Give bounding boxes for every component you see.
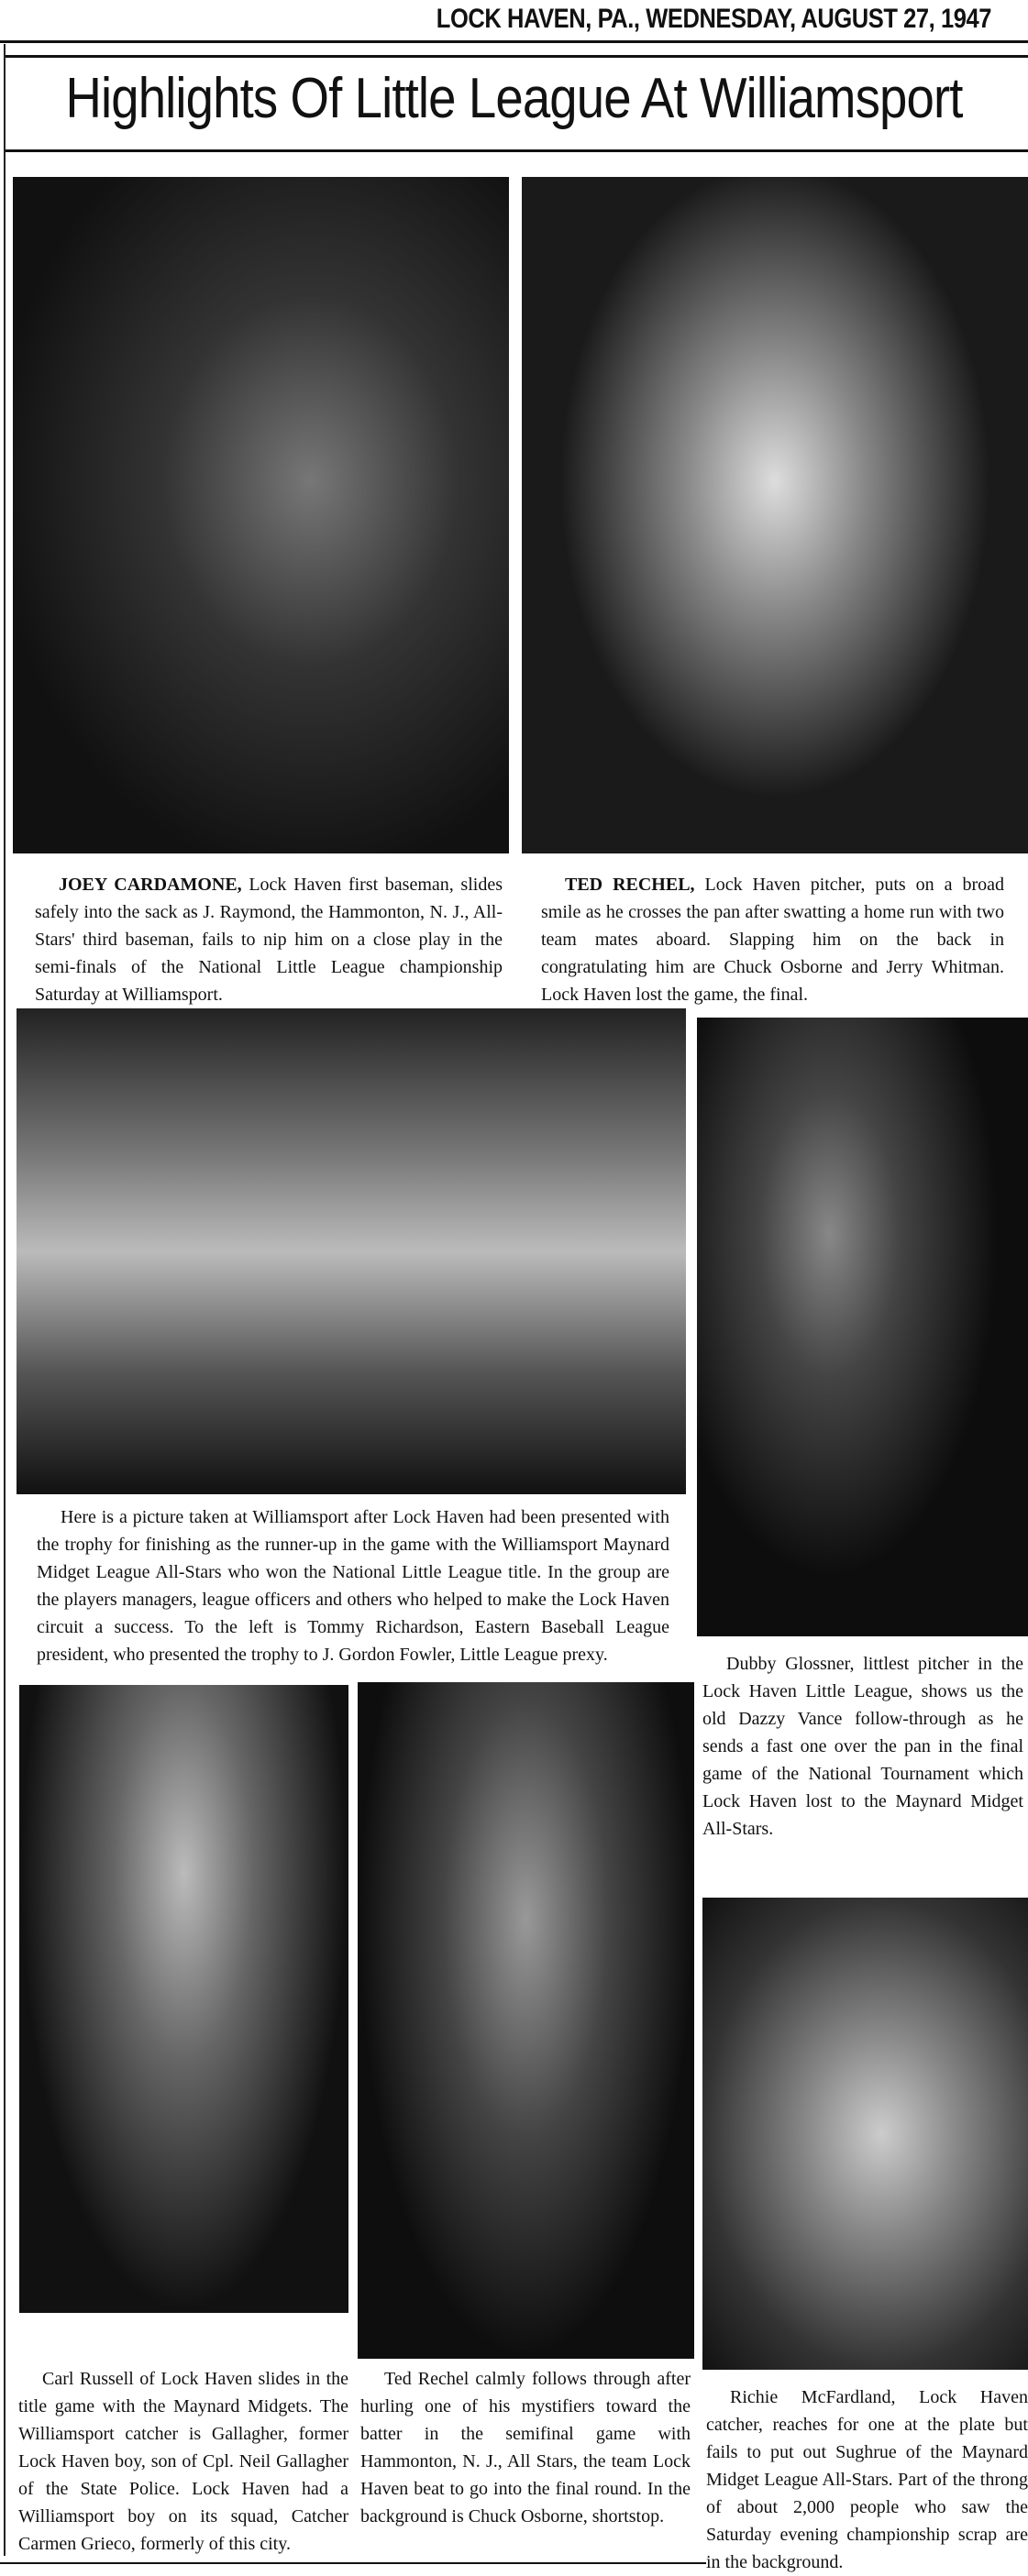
caption-text: Lock Haven pitcher, puts on a broad smile as he crosses the pan after swatting a home run with two team mates aboard. Slapping him on the back in congratulating him are Chuck Osborne and Jerry Whitman. Lock Haven lost the game, the final. [541,875,1004,1005]
caption-rechel-home-run [541,871,1004,1008]
caption-mcfardland [706,2383,1028,2576]
caption-glossner [702,1650,1023,1843]
photo-rechel-pitch [358,1682,694,2359]
caption-team-group [37,1503,669,1668]
photo-glossner-pitch [697,1018,1028,1636]
photo-russell-slide [19,1685,348,2313]
photo-team-group [17,1008,686,1494]
photo-mcfardland-catch [702,1898,1028,2370]
caption-rechel-pitch [360,2365,691,2530]
dateline: LOCK HAVEN, PA., WEDNESDAY, AUGUST 27, 1947 [436,4,991,34]
caption-cardamone [35,871,503,1008]
caption-text: Ted Rechel calmly follows through after hurling one of his mystifiers toward the batter in the semifinal game with Hammonton, N. J., All Stars, the team Lock Haven beat to go into the final round. In the background is Chuck Osborne, shortstop. [360,2369,691,2526]
caption-text: Richie McFardland, Lock Haven catcher, reaches for one at the plate but fails to put out Sughrue of the Maynard Midget League All-Stars. Part of the throng of about 2,000 people who saw the Saturday evening championship scrap are in the background. [706,2387,1028,2572]
caption-text: Lock Haven first baseman, slides safely into the sack as J. Raymond, the Hammonton, N. J., All-Stars' third baseman, fails to nip him on a close play in the semi-finals of the National Little League championship Saturday at Williamsport. [35,875,503,1005]
photo-rechel-home-run [522,177,1028,853]
top-rule [0,40,1028,43]
caption-text: Here is a picture taken at Williamsport after Lock Haven had been presented with the trophy for finishing as the runner-up in the game with the Williamsport Maynard Midget League All-Stars who won the National Little League title. In the group are the players managers, league officers and others who helped to make the Lock Haven circuit a success. To the left is Tommy Richardson, Eastern Baseball League president, who presented the trophy to J. Gordon Fowler, Little League prexy. [37,1507,669,1665]
page-title: Highlights Of Little League At Williamsport [65,67,963,130]
photo-cardamone-slide [13,177,509,853]
caption-russell [18,2365,348,2558]
caption-lead: JOEY CARDAMONE, [59,875,242,895]
caption-lead: TED RECHEL, [565,875,695,895]
column-rule [4,44,6,2556]
caption-text: Dubby Glossner, littlest pitcher in the Lock Haven Little League, shows us the old Dazzy Vance follow-through as he sends a fast one over the pan in the final game of the National Tournament which Lock Haven lost to the Maynard Midget All-Stars. [702,1654,1023,1839]
caption-text: Carl Russell of Lock Haven slides in the title game with the Maynard Midgets. The Williamsport catcher is Gallagher, former Lock Haven boy, son of Cpl. Neil Gallagher of the State Police. Lock Haven had a Williamsport boy on its squad, Catcher Carmen Grieco, formerly of this city. [18,2369,348,2554]
